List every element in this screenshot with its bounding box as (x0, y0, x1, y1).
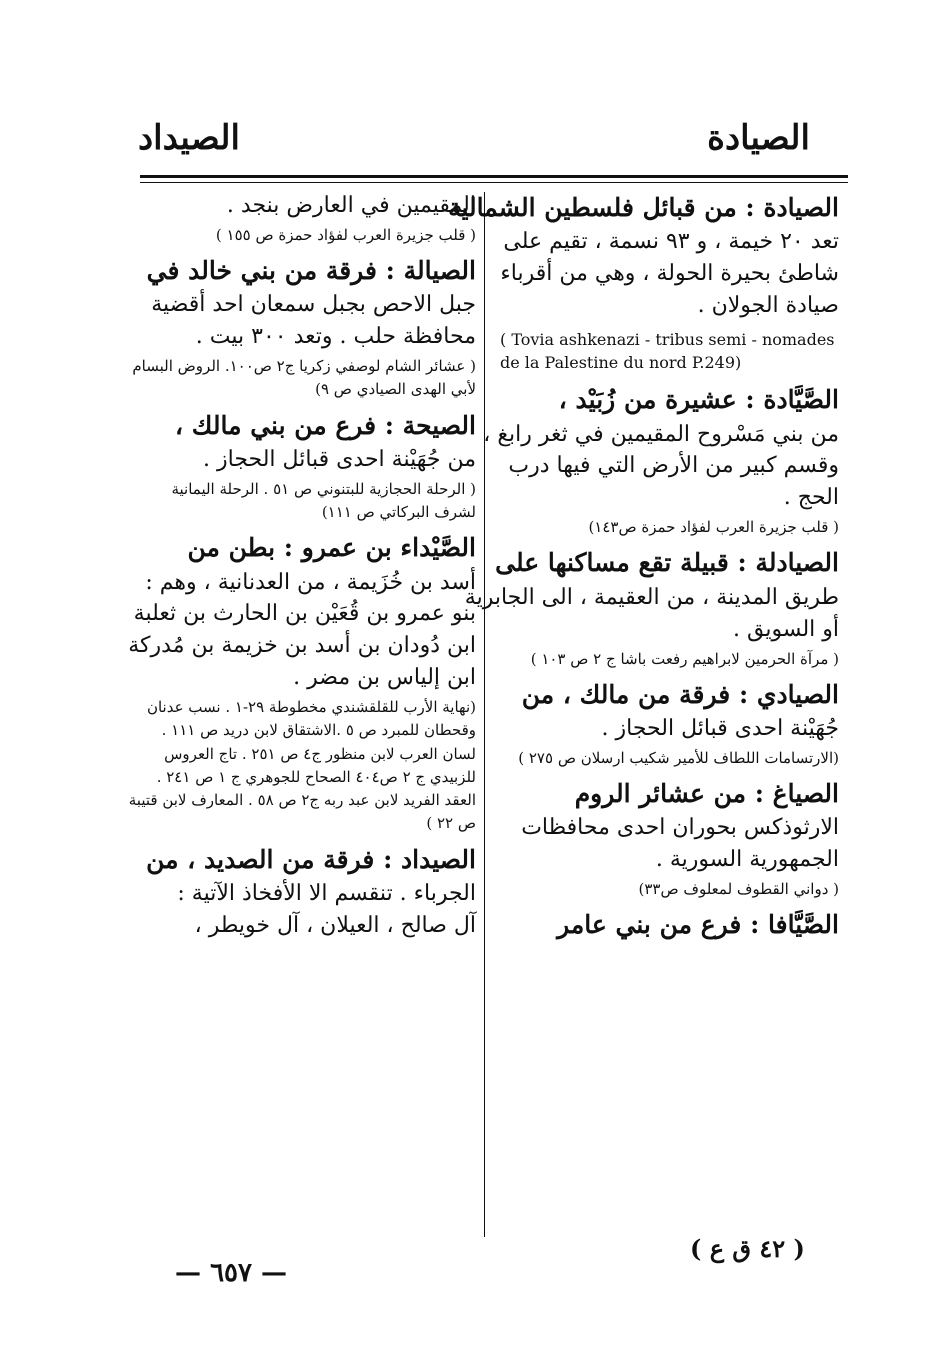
entry-line: الصيادة : من قبائل فلسطين الشمالية (448, 193, 839, 222)
entry-line: الصيادلة : قبيلة تقع مساكنها على (495, 548, 839, 578)
entry-line: من بني مَسْروح المقيمين في ثغر رابغ ، (483, 421, 839, 447)
entry-al-sayyafa (494, 907, 839, 943)
entry-reference: ( Tovia ashkenazi - tribus semi - nomades de la Palestine du nord P.249) (500, 329, 835, 373)
entry-line: آل صالح ، العيلان ، آل خويطر ، (194, 912, 476, 938)
entry-al-sayadila (464, 545, 839, 670)
entry-line: الصَّيَّادة : عشيرة من زُبَيْد ، (558, 385, 839, 415)
entry-line: الصيحة : فرع من بني مالك ، (175, 410, 476, 440)
entry-line: ابن إلياس بن مضر . (293, 665, 476, 691)
entry-line: محافظة حلب . وتعد ٣٠٠ بيت . (195, 324, 476, 350)
entry-line: ابن دُودان بن أسد بن خزيمة بن مُدركة (128, 633, 476, 659)
right-column (448, 190, 839, 944)
entry-line: صيادة الجولان . (697, 293, 839, 319)
entry-line: بنو عمرو بن قُعَيْن بن الحارث بن ثعلبة (133, 601, 476, 627)
header-rule-thin (140, 182, 848, 183)
entry-line: الارثوذكس بحوران احدى محافظات (521, 815, 839, 841)
entry-line: الحج . (783, 485, 839, 511)
entry-reference: ( قلب جزيرة العرب لفؤاد حمزة ص ١٥٥ ) (215, 225, 476, 244)
entry-line: أسد بن خُزَيمة ، من العدنانية ، وهم : (145, 569, 476, 595)
entry-al-saydaa (126, 530, 476, 835)
entry-reference: ( الرحلة الحجازية للبتنوني ص ٥١ . الرحلة اليمانية لشرف البركاتي ص ١١١) (171, 479, 476, 522)
entry-reference: (نهاية الأرب للقلقشندي مخطوطة ٢٩-١ . نسب عدنان وقحطان للمبرد ص ٥ .الاشتقاق لابن دريد ص ١١١ . لسان العرب لابن منظور ج٤ ص ٢٥١ . تاج العروس للزبيدي ج ٢ ص٤٠٤ الصحاح للجوهري ج ١ ص ٢٤١ . العقد الفريد لابن عبد ربه ج٢ ص ٥٨ . المعارف لابن قتيبة ص ٢٢ ) (128, 698, 476, 833)
entry-line: الجرباء . تنقسم الا الأفخاذ الآتية : (177, 880, 476, 906)
entry-line: الصيداد : فرقة من الصديد ، من (146, 844, 476, 874)
entry-line: الصَّيْداء بن عمرو : بطن من (187, 533, 476, 563)
signature-marker: ( ٤٢ ق ع ) (690, 1234, 805, 1263)
entry-line: شاطئ بحيرة الحولة ، وهي من أقرباء (500, 261, 839, 287)
entry-line: جبل الاحص بجبل سمعان احد أقضية (151, 292, 476, 318)
entry-line: الصَّيَّافا : فرع من بني عامر (557, 910, 839, 940)
entry-al-sayyada-palestine (448, 190, 839, 374)
entry-line: جُهَيْنة احدى قبائل الحجاز . (601, 716, 839, 741)
header-rule-thick (140, 175, 848, 178)
entry-reference: ( قلب جزيرة العرب لفؤاد حمزة ص١٤٣) (588, 518, 839, 537)
entry-al-sayadi (494, 677, 839, 770)
left-column (126, 190, 476, 942)
entry-line: المقيمين في العارض بنجد . (226, 193, 476, 218)
entry-line: وقسم كبير من الأرض التي فيها درب (508, 453, 839, 479)
entry-line: الصيادي : فرقة من مالك ، من (521, 679, 839, 709)
entry-reference: ( دواني القطوف لمعلوف ص٣٣) (638, 880, 839, 899)
entry-line: طريق المدينة ، من العقيمة ، الى الجابرية (464, 584, 839, 610)
entry-line: تعد ٢٠ خيمة ، و ٩٣ نسمة ، تقيم على (503, 229, 839, 255)
entry-reference: ( عشائر الشام لوصفي زكريا ج٢ ص١٠٠. الروض البسام لأبي الهدى الصيادي ص ٩) (132, 357, 476, 399)
entry-al-sayyagh (494, 776, 839, 901)
column-separator (484, 192, 485, 1237)
entry-reference: ( مرآة الحرمين لابراهيم رفعت باشا ج ٢ ص ١٠٣ ) (530, 649, 839, 668)
entry-al-sayha (126, 408, 476, 525)
header-right-word: الصيادة (707, 118, 810, 158)
entry-reference: (الارتسامات اللطاف للأمير شكيب ارسلان ص ٢٧٥ ) (518, 748, 839, 767)
page-number: — ٦٥٧ — (175, 1258, 288, 1288)
entry-al-sayala (126, 253, 476, 402)
entry-line: أو السويق . (733, 616, 839, 642)
entry-line: من جُهَيْنة احدى قبائل الحجاز . (203, 446, 476, 472)
entry-continuation (126, 190, 476, 247)
entry-line: الجمهورية السورية . (655, 847, 839, 873)
entry-line: الصيالة : فرقة من بني خالد في (146, 256, 476, 286)
entry-line: الصياغ : من عشائر الروم (574, 779, 839, 809)
header-left-word: الصيداد (138, 118, 240, 158)
entry-al-sayyada-zubayd (483, 382, 839, 539)
entry-al-saydad (126, 842, 476, 942)
